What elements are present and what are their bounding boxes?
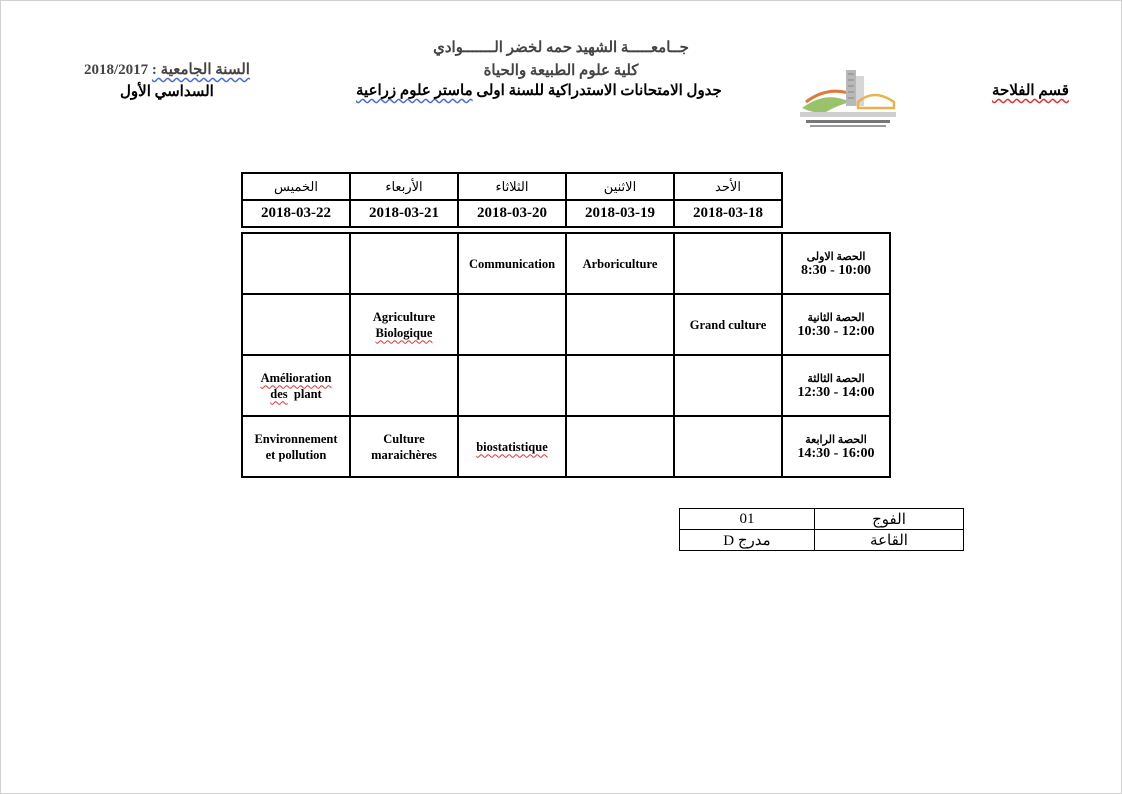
slot-cell: [458, 294, 566, 355]
department-label: قسم الفلاحة: [992, 83, 1069, 99]
slot-cell: Grand culture: [674, 294, 782, 355]
period-label-2: [782, 294, 890, 355]
slot-cell: [350, 233, 458, 294]
period-name: الحصة الثانية: [807, 311, 865, 324]
slot-cell: [242, 416, 350, 477]
date-wednesday: 2018-03-21: [350, 200, 458, 227]
semester-label: السداسي الأول: [120, 84, 214, 100]
academic-year-label: السنة الجامعية :: [151, 62, 250, 78]
period-label-4: [782, 416, 890, 477]
group-value: 01: [680, 509, 815, 530]
slot-cell: [566, 416, 674, 477]
period-time: 8:30 - 10:00: [801, 262, 871, 278]
logo-tower-shape: [846, 70, 856, 106]
day-names-row: [242, 173, 890, 200]
period-row-1: [242, 233, 890, 294]
slot-cell: [350, 294, 458, 355]
slot-cell: Communication: [458, 233, 566, 294]
slot-cell: [674, 355, 782, 416]
corner-cell: [782, 200, 890, 227]
cell-line: maraichères: [371, 447, 437, 462]
group-room-table: [679, 508, 964, 551]
department-name: [992, 81, 1069, 100]
period-row-3: [242, 355, 890, 416]
period-name: الحصة الرابعة: [805, 433, 867, 446]
cell-line: Environnement: [254, 431, 338, 446]
slot-cell: [242, 233, 350, 294]
university-name: جــامعـــــة الشهيد حمه لخضر الـــــــوادي: [433, 40, 689, 56]
slot-cell: [566, 294, 674, 355]
day-wednesday: الأربعاء: [350, 173, 458, 200]
exam-schedule-table: [241, 172, 891, 478]
cell-line: et pollution: [265, 447, 327, 462]
academic-year: [84, 60, 250, 79]
room-row: [680, 530, 964, 551]
date-thursday: 2018-03-22: [242, 200, 350, 227]
cell-line: Agriculture: [372, 309, 436, 324]
cell-line: des: [270, 386, 288, 401]
academic-year-value: 2018/2017: [84, 62, 149, 78]
day-thursday: الخميس: [242, 173, 350, 200]
logo-caption-line2: [810, 125, 886, 127]
logo-caption-line1: [806, 120, 890, 123]
period-time: 14:30 - 16:00: [797, 445, 875, 461]
slot-cell: [350, 416, 458, 477]
slot-cell: [242, 294, 350, 355]
slot-cell: Arboriculture: [566, 233, 674, 294]
period-name: الحصة الاولى: [806, 250, 866, 263]
slot-cell: [566, 355, 674, 416]
room-value: مدرج D: [680, 530, 815, 551]
day-monday: الاثنين: [566, 173, 674, 200]
corner-cell: [782, 173, 890, 200]
room-label: القاعة: [815, 530, 964, 551]
cell-line: plant: [293, 386, 322, 401]
period-label-1: [782, 233, 890, 294]
group-row: [680, 509, 964, 530]
exam-title-main: جدول الامتحانات الاستدراكية للسنة اولى: [476, 83, 722, 99]
exam-title: [356, 81, 722, 100]
slot-cell: [458, 355, 566, 416]
period-row-2: [242, 294, 890, 355]
cell-line: Culture: [383, 431, 425, 446]
day-sunday: الأحد: [674, 173, 782, 200]
period-row-4: [242, 416, 890, 477]
faculty-name: كلية علوم الطبيعة والحياة: [483, 63, 639, 79]
period-time: 10:30 - 12:00: [797, 323, 875, 339]
university-logo: [796, 62, 900, 132]
period-label-3: [782, 355, 890, 416]
cell-line: Biologique: [375, 325, 433, 340]
period-time: 12:30 - 14:00: [797, 384, 875, 400]
dates-row: [242, 200, 890, 227]
period-name: الحصة الثالثة: [807, 372, 865, 385]
cell-line: biostatistique: [476, 439, 548, 454]
slot-cell: [674, 416, 782, 477]
exam-title-program: ماستر علوم زراعية: [356, 83, 473, 99]
day-tuesday: الثلاثاء: [458, 173, 566, 200]
cell-line: Amélioration: [260, 370, 332, 385]
date-sunday: 2018-03-18: [674, 200, 782, 227]
slot-cell: [674, 233, 782, 294]
slot-cell: [242, 355, 350, 416]
group-label: الفوج: [815, 509, 964, 530]
date-tuesday: 2018-03-20: [458, 200, 566, 227]
logo-base-shape: [800, 112, 896, 117]
date-monday: 2018-03-19: [566, 200, 674, 227]
slot-cell: [350, 355, 458, 416]
slot-cell: [458, 416, 566, 477]
